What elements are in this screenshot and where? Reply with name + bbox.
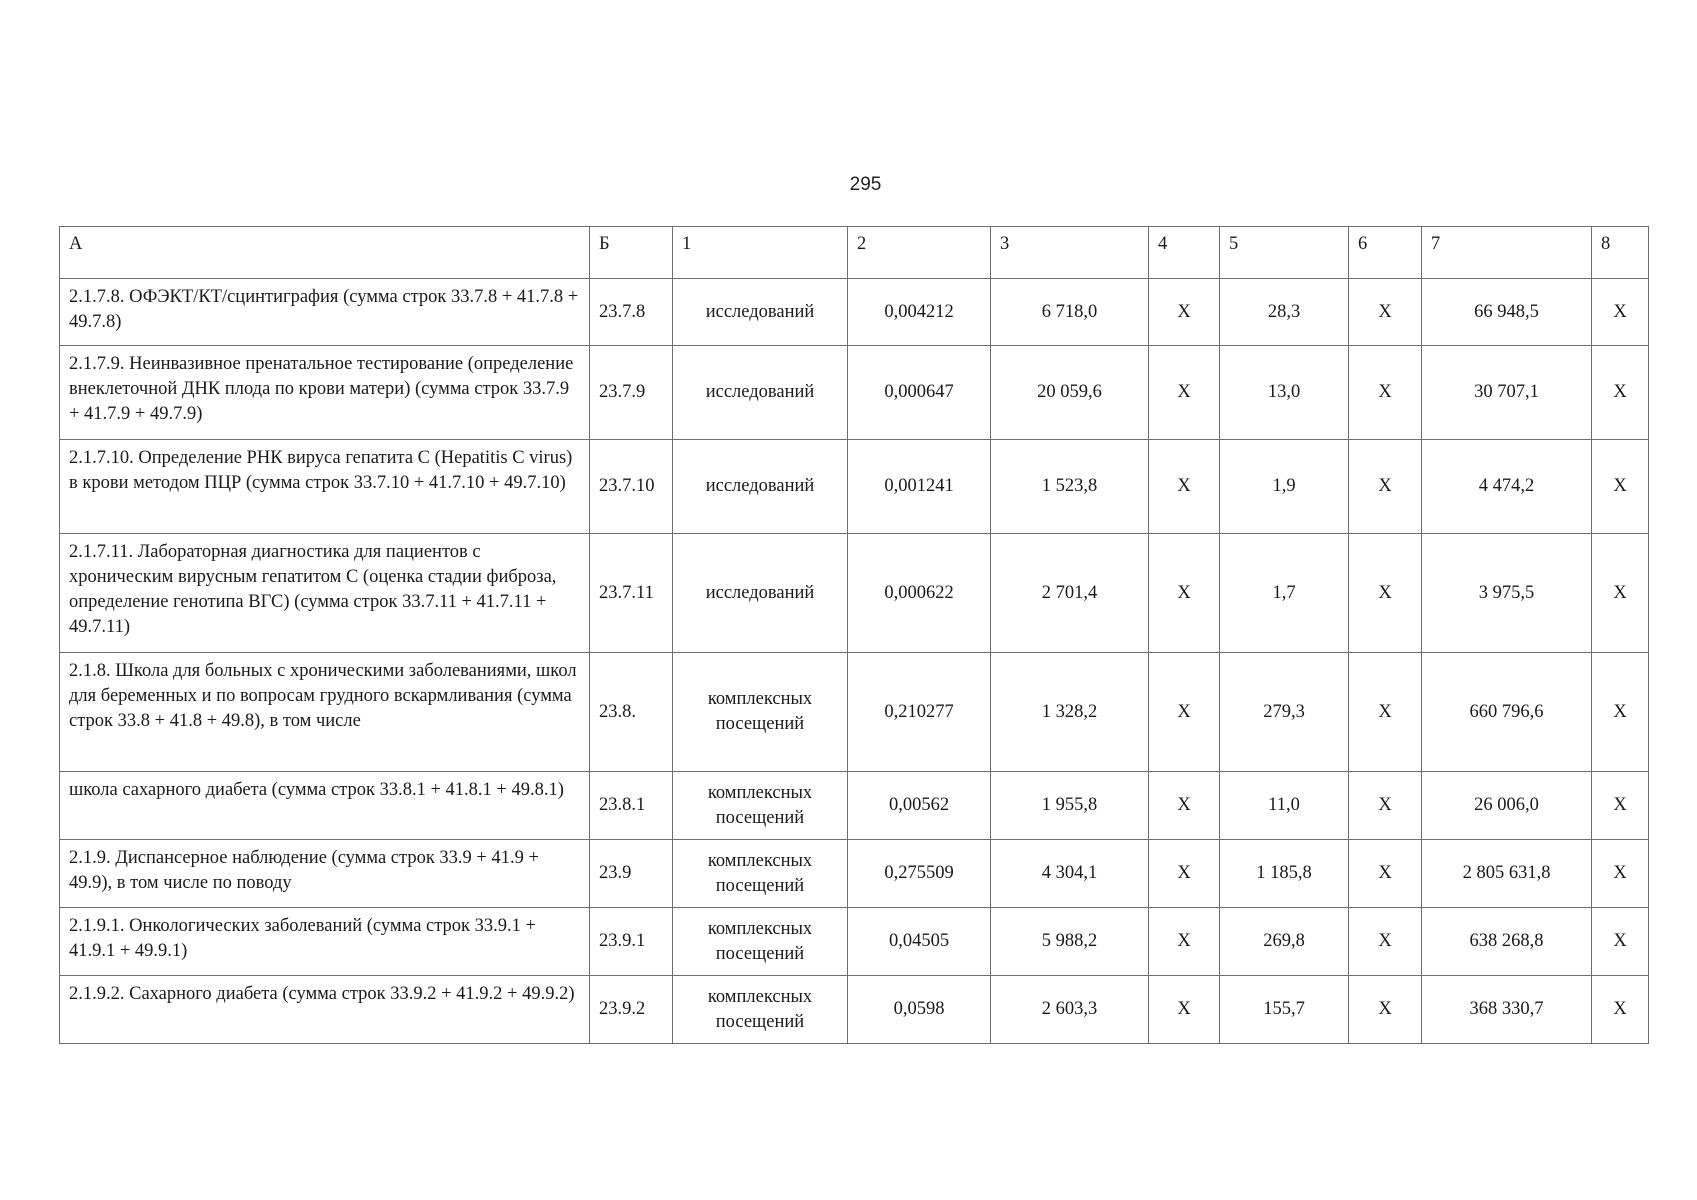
row-col-7: 4 474,2 [1422, 440, 1592, 534]
row-col-8: Х [1592, 653, 1649, 772]
row-col-8: Х [1592, 279, 1649, 346]
row-col-6: Х [1349, 279, 1422, 346]
row-col-7: 368 330,7 [1422, 976, 1592, 1044]
row-description: школа сахарного диабета (сумма строк 33.8.1 + 41.8.1 + 49.8.1) [60, 772, 590, 840]
page-number: 295 [849, 174, 882, 195]
row-col-3: 2 701,4 [991, 534, 1149, 653]
row-col-6: Х [1349, 976, 1422, 1044]
row-col-3: 4 304,1 [991, 840, 1149, 908]
row-col-5: 1 185,8 [1220, 840, 1349, 908]
table-row [60, 772, 1649, 840]
row-col-4: Х [1149, 976, 1220, 1044]
row-unit: комплексных посещений [673, 976, 848, 1044]
row-col-5: 279,3 [1220, 653, 1349, 772]
row-col-2: 0,000647 [848, 346, 991, 440]
row-col-7: 3 975,5 [1422, 534, 1592, 653]
table-row [60, 279, 1649, 346]
row-col-4: Х [1149, 279, 1220, 346]
row-description: 2.1.9.2. Сахарного диабета (сумма строк 33.9.2 + 41.9.2 + 49.9.2) [60, 976, 590, 1044]
row-unit: исследований [673, 346, 848, 440]
row-col-6: Х [1349, 653, 1422, 772]
row-col-5: 155,7 [1220, 976, 1349, 1044]
header-cell-3: 3 [991, 227, 1149, 279]
data-table [59, 226, 1649, 1044]
row-col-3: 6 718,0 [991, 279, 1149, 346]
row-col-6: Х [1349, 772, 1422, 840]
row-unit: исследований [673, 534, 848, 653]
row-col-7: 26 006,0 [1422, 772, 1592, 840]
row-code: 23.7.10 [590, 440, 673, 534]
row-col-4: Х [1149, 772, 1220, 840]
row-code: 23.9 [590, 840, 673, 908]
row-col-7: 66 948,5 [1422, 279, 1592, 346]
row-code: 23.7.8 [590, 279, 673, 346]
table-row [60, 976, 1649, 1044]
header-cell-4: 4 [1149, 227, 1220, 279]
row-col-2: 0,275509 [848, 840, 991, 908]
table-row [60, 346, 1649, 440]
row-code: 23.9.1 [590, 908, 673, 976]
row-col-4: Х [1149, 534, 1220, 653]
row-col-4: Х [1149, 840, 1220, 908]
row-col-5: 269,8 [1220, 908, 1349, 976]
row-col-3: 5 988,2 [991, 908, 1149, 976]
row-col-4: Х [1149, 653, 1220, 772]
row-col-3: 1 523,8 [991, 440, 1149, 534]
row-unit: исследований [673, 279, 848, 346]
row-description: 2.1.8. Школа для больных с хроническими заболеваниями, школ для беременных и по вопросам грудного вскармливания (сумма строк 33.8 + 41.8 + 49.8), в том числе [60, 653, 590, 772]
header-cell-7: 7 [1422, 227, 1592, 279]
header-cell-1: 1 [673, 227, 848, 279]
row-code: 23.7.9 [590, 346, 673, 440]
header-cell-8: 8 [1592, 227, 1649, 279]
row-col-2: 0,004212 [848, 279, 991, 346]
row-col-2: 0,0598 [848, 976, 991, 1044]
table-row [60, 653, 1649, 772]
row-col-6: Х [1349, 440, 1422, 534]
row-col-4: Х [1149, 346, 1220, 440]
row-col-2: 0,001241 [848, 440, 991, 534]
row-col-2: 0,04505 [848, 908, 991, 976]
row-col-8: Х [1592, 346, 1649, 440]
row-unit: комплексных посещений [673, 840, 848, 908]
row-col-7: 2 805 631,8 [1422, 840, 1592, 908]
row-col-8: Х [1592, 534, 1649, 653]
header-cell-a: А [60, 227, 590, 279]
row-col-6: Х [1349, 908, 1422, 976]
row-col-3: 2 603,3 [991, 976, 1149, 1044]
table-row [60, 840, 1649, 908]
row-col-7: 660 796,6 [1422, 653, 1592, 772]
row-col-4: Х [1149, 908, 1220, 976]
row-col-6: Х [1349, 840, 1422, 908]
row-col-6: Х [1349, 346, 1422, 440]
row-description: 2.1.7.9. Неинвазивное пренатальное тестирование (определение внеклеточной ДНК плода по крови матери) (сумма строк 33.7.9 + 41.7.9 + 49.7.9) [60, 346, 590, 440]
row-col-5: 1,7 [1220, 534, 1349, 653]
row-col-3: 1 328,2 [991, 653, 1149, 772]
table-row [60, 534, 1649, 653]
row-col-5: 1,9 [1220, 440, 1349, 534]
header-cell-2: 2 [848, 227, 991, 279]
row-col-4: Х [1149, 440, 1220, 534]
row-description: 2.1.7.11. Лабораторная диагностика для пациентов с хроническим вирусным гепатитом С (оценка стадии фиброза, определение генотипа ВГС) (сумма строк 33.7.11 + 41.7.11 + 49.7.11) [60, 534, 590, 653]
header-cell-b: Б [590, 227, 673, 279]
header-cell-6: 6 [1349, 227, 1422, 279]
row-unit: комплексных посещений [673, 772, 848, 840]
table-row [60, 908, 1649, 976]
row-col-8: Х [1592, 772, 1649, 840]
row-code: 23.7.11 [590, 534, 673, 653]
row-unit: исследований [673, 440, 848, 534]
row-col-2: 0,210277 [848, 653, 991, 772]
row-description: 2.1.7.10. Определение РНК вируса гепатита С (Hepatitis C virus) в крови методом ПЦР (сумма строк 33.7.10 + 41.7.10 + 49.7.10) [60, 440, 590, 534]
row-unit: комплексных посещений [673, 908, 848, 976]
row-col-8: Х [1592, 976, 1649, 1044]
row-col-7: 638 268,8 [1422, 908, 1592, 976]
header-cell-5: 5 [1220, 227, 1349, 279]
row-col-7: 30 707,1 [1422, 346, 1592, 440]
table-header-row [60, 227, 1649, 279]
row-code: 23.9.2 [590, 976, 673, 1044]
row-unit: комплексных посещений [673, 653, 848, 772]
row-code: 23.8.1 [590, 772, 673, 840]
row-col-2: 0,00562 [848, 772, 991, 840]
row-description: 2.1.9. Диспансерное наблюдение (сумма строк 33.9 + 41.9 + 49.9), в том числе по поводу [60, 840, 590, 908]
row-description: 2.1.7.8. ОФЭКТ/КТ/сцинтиграфия (сумма строк 33.7.8 + 41.7.8 + 49.7.8) [60, 279, 590, 346]
row-col-8: Х [1592, 840, 1649, 908]
row-col-3: 1 955,8 [991, 772, 1149, 840]
row-col-5: 13,0 [1220, 346, 1349, 440]
row-col-8: Х [1592, 440, 1649, 534]
row-description: 2.1.9.1. Онкологических заболеваний (сумма строк 33.9.1 + 41.9.1 + 49.9.1) [60, 908, 590, 976]
row-col-2: 0,000622 [848, 534, 991, 653]
row-code: 23.8. [590, 653, 673, 772]
row-col-8: Х [1592, 908, 1649, 976]
row-col-6: Х [1349, 534, 1422, 653]
table-row [60, 440, 1649, 534]
row-col-3: 20 059,6 [991, 346, 1149, 440]
row-col-5: 28,3 [1220, 279, 1349, 346]
row-col-5: 11,0 [1220, 772, 1349, 840]
